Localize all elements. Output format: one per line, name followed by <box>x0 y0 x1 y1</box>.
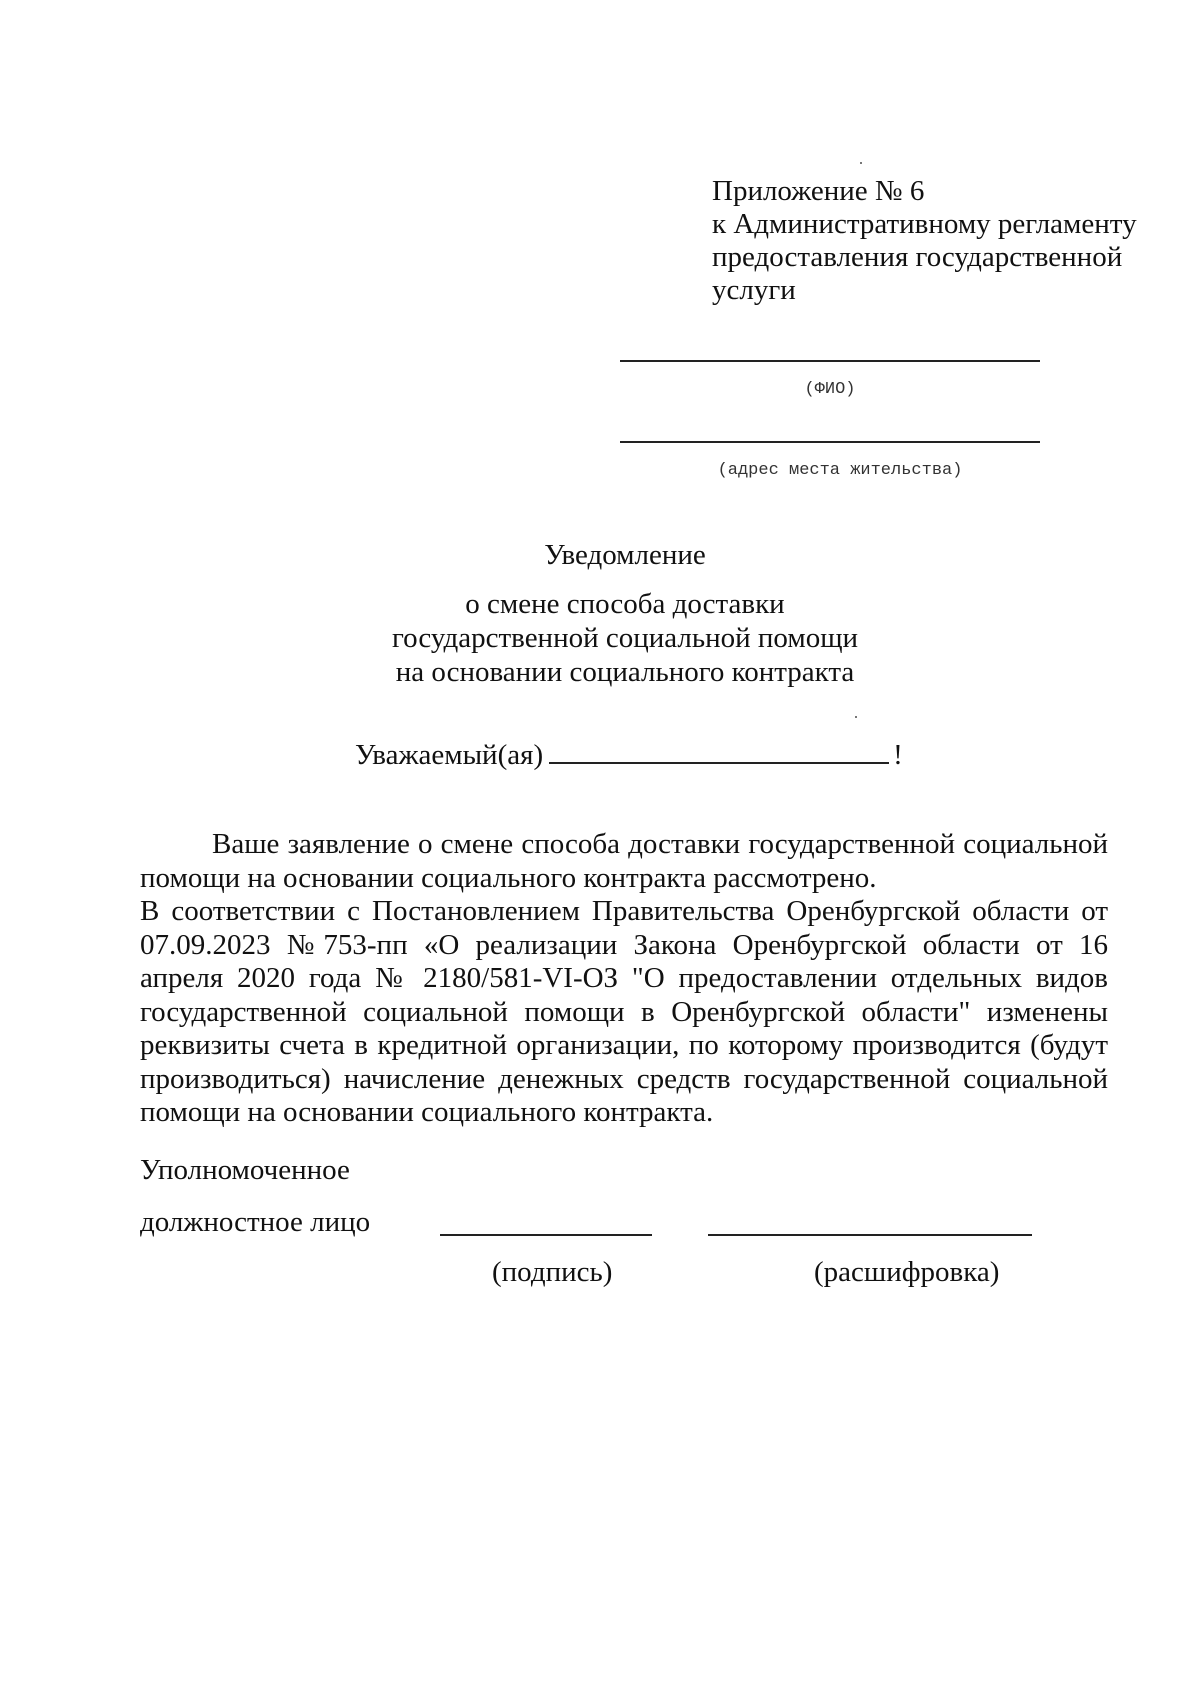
appendix-reference-line: к Административному регламенту <box>712 208 1137 240</box>
greeting-suffix: ! <box>893 739 903 771</box>
name-decode-blank-line <box>708 1234 1032 1236</box>
greeting-prefix: Уважаемый(ая) <box>355 739 544 771</box>
greeting-line <box>355 738 903 772</box>
appendix-header <box>712 175 1152 307</box>
notification-body <box>140 828 1108 1130</box>
signatory-label: Уполномоченное <box>140 1154 350 1186</box>
appendix-number: Приложение № 6 <box>712 175 925 207</box>
fio-blank-line <box>620 360 1040 362</box>
signature-blank-line <box>440 1234 652 1236</box>
title-heading: Уведомление <box>544 539 706 571</box>
signatory-label: должностное лицо <box>140 1206 371 1238</box>
subtitle-line: на основании социального контракта <box>395 656 855 688</box>
signature-caption: (подпись) <box>492 1256 613 1288</box>
name-decode-caption: (расшифровка) <box>814 1256 1000 1288</box>
scan-speck <box>860 162 862 164</box>
fio-caption: (ФИО) <box>804 380 856 399</box>
subtitle-line: государственной социальной помощи <box>391 622 859 654</box>
body-paragraph: Ваше заявление о смене способа доставки государственной социальной помощи на основании социального контракта рассмотрено. <box>140 828 1108 894</box>
appendix-reference-line: предоставления государственной <box>712 241 1123 273</box>
document-subtitle <box>0 587 1200 689</box>
address-blank-line <box>620 441 1040 443</box>
subtitle-line: о смене способа доставки <box>465 588 785 620</box>
address-caption: (адрес места жительства) <box>717 461 963 480</box>
body-paragraph: В соответствии с Постановлением Правительства Оренбургской области от 07.09.2023 №753-пп «О реализации Закона Оренбургской области от 16 апреля 2020 года № 2180/581-VI-ОЗ "О предоставлении отдельных видов государственной социальной помощи в Оренбургской области" изменены реквизиты счета в кредитной организации, по которому производится (будут производиться) начисление денежных средств государственной социальной помощи на основании социального контракта. <box>140 895 1108 1128</box>
recipient-name-blank <box>549 738 889 764</box>
document-title <box>0 538 1200 572</box>
scan-speck <box>855 716 857 718</box>
appendix-reference-line: услуги <box>712 274 796 306</box>
